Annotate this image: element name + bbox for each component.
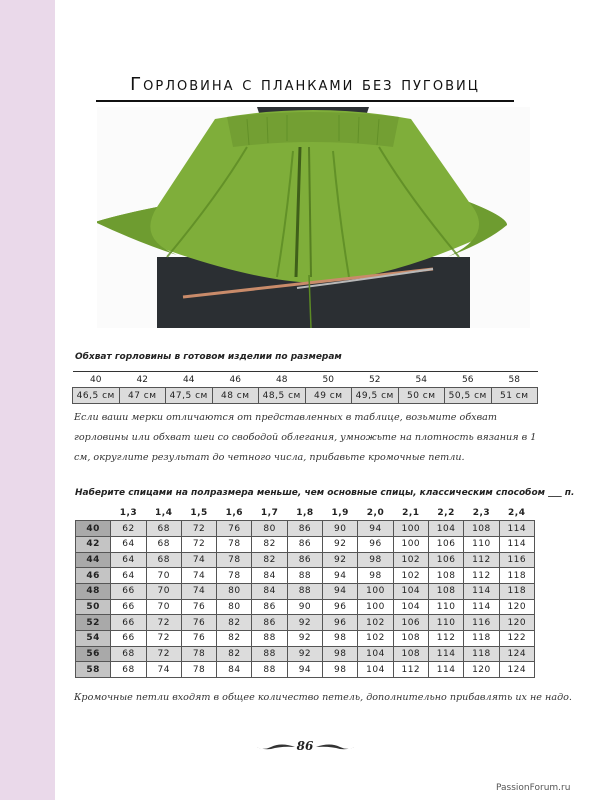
stitch-count-cell: 114 (428, 646, 463, 662)
table-row (76, 521, 535, 537)
stitch-count-cell: 84 (252, 568, 287, 584)
size-label-cell: 42 (76, 536, 111, 552)
stitch-count-cell: 70 (146, 568, 181, 584)
density-header-cell: 1,6 (217, 505, 252, 521)
stitch-count-cell: 62 (111, 521, 146, 537)
stitch-count-cell: 120 (464, 662, 499, 678)
stitch-count-cell: 94 (323, 583, 358, 599)
stitch-count-cell: 78 (217, 536, 252, 552)
stitch-count-cell: 92 (287, 646, 322, 662)
stitch-count-cell: 80 (217, 599, 252, 615)
stitch-count-cell: 100 (393, 521, 428, 537)
stitch-count-cell: 98 (323, 646, 358, 662)
stitch-count-cell: 72 (146, 631, 181, 647)
stitch-count-cell: 64 (111, 552, 146, 568)
circumference-cell: 50,5 см (445, 388, 492, 404)
stitch-count-cell: 80 (217, 583, 252, 599)
table-row (76, 615, 535, 631)
stitch-count-cell: 118 (499, 583, 534, 599)
stitch-count-cell: 68 (146, 521, 181, 537)
density-header-cell: 1,8 (287, 505, 322, 521)
circumference-row (73, 388, 538, 404)
density-header-cell: 2,3 (464, 505, 499, 521)
circumference-cell: 50 см (398, 388, 445, 404)
stitch-count-cell: 72 (181, 521, 216, 537)
stitch-count-cell: 72 (181, 536, 216, 552)
stitch-count-cell: 88 (287, 568, 322, 584)
stitch-count-cell: 108 (428, 583, 463, 599)
stitch-table-heading: Наберите спицами на полразмера меньше, чем основные спицы, классическим способом ___ п. (75, 488, 575, 498)
stitch-count-cell: 68 (146, 552, 181, 568)
stitch-count-cell: 102 (393, 552, 428, 568)
stitch-count-cell: 96 (323, 599, 358, 615)
stitch-count-cell: 90 (323, 521, 358, 537)
stitch-count-cell: 94 (323, 568, 358, 584)
stitch-count-cell: 120 (499, 599, 534, 615)
density-header-cell: 2,4 (499, 505, 534, 521)
stitch-count-cell: 66 (111, 615, 146, 631)
stitch-count-cell: 82 (217, 615, 252, 631)
density-header-cell: 2,0 (358, 505, 393, 521)
stitch-count-cell: 64 (111, 536, 146, 552)
stitch-count-cell: 88 (287, 583, 322, 599)
stitch-count-cell: 86 (287, 536, 322, 552)
neck-table-heading: Обхват горловины в готовом изделии по размерам (75, 352, 342, 362)
size-cell: 54 (398, 372, 445, 388)
corner-cell (76, 505, 111, 521)
stitch-count-cell: 110 (428, 599, 463, 615)
size-cell: 42 (119, 372, 166, 388)
stitch-count-cell: 66 (111, 583, 146, 599)
stitch-count-cell: 76 (181, 631, 216, 647)
stitch-count-cell: 106 (428, 552, 463, 568)
stitch-count-cell: 76 (217, 521, 252, 537)
cast-on-stitch-table (75, 505, 535, 678)
stitch-count-cell: 112 (464, 568, 499, 584)
size-label-cell: 52 (76, 615, 111, 631)
stitch-count-cell: 86 (287, 552, 322, 568)
stitch-count-cell: 82 (252, 536, 287, 552)
stitch-count-cell: 70 (146, 583, 181, 599)
stitch-count-cell: 76 (181, 615, 216, 631)
stitch-count-cell: 74 (181, 568, 216, 584)
stitch-count-cell: 86 (252, 615, 287, 631)
size-label-cell: 48 (76, 583, 111, 599)
stitch-count-cell: 94 (287, 662, 322, 678)
stitch-count-cell: 102 (358, 615, 393, 631)
stitch-count-cell: 114 (428, 662, 463, 678)
neck-circumference-table (72, 371, 538, 404)
stitch-count-cell: 104 (393, 599, 428, 615)
circumference-cell: 51 см (491, 388, 538, 404)
stitch-count-cell: 72 (146, 646, 181, 662)
size-label-cell: 46 (76, 568, 111, 584)
stitch-count-cell: 88 (252, 662, 287, 678)
stitch-count-cell: 118 (464, 646, 499, 662)
table-row (76, 599, 535, 615)
circumference-cell: 49,5 см (352, 388, 399, 404)
stitch-count-cell: 110 (428, 615, 463, 631)
stitch-count-cell: 88 (252, 646, 287, 662)
size-label-cell: 50 (76, 599, 111, 615)
stitch-count-cell: 102 (393, 568, 428, 584)
size-label-cell: 58 (76, 662, 111, 678)
stitch-count-cell: 112 (393, 662, 428, 678)
stitch-count-cell: 78 (181, 646, 216, 662)
stitch-count-cell: 74 (181, 583, 216, 599)
stitch-count-cell: 92 (323, 536, 358, 552)
circumference-cell: 46,5 см (73, 388, 120, 404)
stitch-count-cell: 124 (499, 662, 534, 678)
watermark: PassionForum.ru (496, 783, 571, 793)
page-title: Горловина с планками без пуговиц (130, 74, 480, 95)
stitch-count-cell: 102 (358, 631, 393, 647)
size-label-cell: 54 (76, 631, 111, 647)
stitch-count-cell: 98 (323, 662, 358, 678)
size-label-cell: 44 (76, 552, 111, 568)
stitch-count-cell: 120 (499, 615, 534, 631)
stitch-count-cell: 104 (428, 521, 463, 537)
stitch-count-cell: 88 (252, 631, 287, 647)
table-row (76, 583, 535, 599)
title-rule (96, 100, 514, 102)
stitch-count-cell: 108 (393, 631, 428, 647)
stitch-count-cell: 104 (358, 662, 393, 678)
stitch-count-cell: 66 (111, 631, 146, 647)
table-row (76, 631, 535, 647)
size-cell: 56 (445, 372, 492, 388)
stitch-count-cell: 98 (358, 568, 393, 584)
stitch-count-cell: 98 (358, 552, 393, 568)
density-header-row (76, 505, 535, 521)
stitch-count-cell: 78 (181, 662, 216, 678)
stitch-count-cell: 100 (358, 583, 393, 599)
stitch-count-cell: 106 (428, 536, 463, 552)
stitch-count-cell: 66 (111, 599, 146, 615)
stitch-count-cell: 76 (181, 599, 216, 615)
stitch-count-cell: 84 (252, 583, 287, 599)
stitch-count-cell: 80 (252, 521, 287, 537)
stitch-count-cell: 104 (358, 646, 393, 662)
stitch-count-cell: 110 (464, 536, 499, 552)
stitch-count-cell: 84 (217, 662, 252, 678)
stitch-count-cell: 96 (358, 536, 393, 552)
stitch-count-cell: 122 (499, 631, 534, 647)
table-row (76, 646, 535, 662)
knitted-yoke-illustration (97, 107, 530, 328)
stitch-count-cell: 78 (217, 552, 252, 568)
table-row (76, 536, 535, 552)
size-cell: 46 (212, 372, 259, 388)
table-row (76, 568, 535, 584)
stitch-count-cell: 86 (252, 599, 287, 615)
knitted-yoke-photo (97, 107, 530, 328)
stitch-count-cell: 96 (323, 615, 358, 631)
stitch-count-cell: 114 (464, 583, 499, 599)
stitch-count-cell: 100 (393, 536, 428, 552)
density-header-cell: 1,3 (111, 505, 146, 521)
page-number-text: 86 (296, 739, 314, 753)
size-cell: 44 (166, 372, 213, 388)
density-header-cell: 1,5 (181, 505, 216, 521)
stitch-count-cell: 72 (146, 615, 181, 631)
stitch-count-cell: 106 (393, 615, 428, 631)
size-label-cell: 40 (76, 521, 111, 537)
stitch-count-cell: 92 (323, 552, 358, 568)
right-flourish-icon (316, 742, 358, 752)
stitch-count-cell: 104 (393, 583, 428, 599)
size-label-cell: 56 (76, 646, 111, 662)
stitch-count-cell: 118 (499, 568, 534, 584)
stitch-count-cell: 82 (217, 631, 252, 647)
stitch-count-cell: 114 (499, 521, 534, 537)
circumference-cell: 48,5 см (259, 388, 306, 404)
stitch-count-cell: 114 (464, 599, 499, 615)
side-strip (0, 0, 55, 800)
stitch-count-cell: 92 (287, 615, 322, 631)
stitch-count-cell: 100 (358, 599, 393, 615)
stitch-count-cell: 68 (111, 646, 146, 662)
stitch-count-cell: 78 (217, 568, 252, 584)
stitch-count-cell: 82 (217, 646, 252, 662)
stitch-count-cell: 108 (393, 646, 428, 662)
stitch-count-cell: 114 (499, 536, 534, 552)
table-row (76, 662, 535, 678)
stitch-count-cell: 94 (358, 521, 393, 537)
stitch-count-cell: 64 (111, 568, 146, 584)
size-cell: 58 (491, 372, 538, 388)
stitch-count-cell: 118 (464, 631, 499, 647)
size-cell: 50 (305, 372, 352, 388)
stitch-count-cell: 82 (252, 552, 287, 568)
density-header-cell: 1,4 (146, 505, 181, 521)
size-cell: 52 (352, 372, 399, 388)
circumference-cell: 47,5 см (166, 388, 213, 404)
circumference-cell: 47 см (119, 388, 166, 404)
stitch-count-cell: 108 (428, 568, 463, 584)
stitch-count-cell: 92 (287, 631, 322, 647)
size-cell: 48 (259, 372, 306, 388)
density-header-cell: 2,2 (428, 505, 463, 521)
density-header-cell: 1,9 (323, 505, 358, 521)
size-cell: 40 (73, 372, 120, 388)
instructions-paragraph: Если ваши мерки отличаются от представленных в таблице, возьмите обхват горловины или обхват шеи со свободой облегания, умножьте на плотность вязания в 1 см, округлите результат до четного числа, прибавьте кромочные петли. (74, 412, 537, 463)
stitch-count-cell: 124 (499, 646, 534, 662)
circumference-cell: 49 см (305, 388, 352, 404)
stitch-count-cell: 116 (499, 552, 534, 568)
size-row (73, 372, 538, 388)
table-row (76, 552, 535, 568)
stitch-count-cell: 68 (111, 662, 146, 678)
stitch-count-cell: 68 (146, 536, 181, 552)
stitch-count-cell: 112 (428, 631, 463, 647)
selvedge-note: Кромочные петли входят в общее количество петель, дополнительно прибавлять их не надо. (74, 692, 572, 703)
density-header-cell: 2,1 (393, 505, 428, 521)
stitch-count-cell: 116 (464, 615, 499, 631)
stitch-count-cell: 74 (146, 662, 181, 678)
stitch-count-cell: 74 (181, 552, 216, 568)
stitch-count-cell: 108 (464, 521, 499, 537)
density-header-cell: 1,7 (252, 505, 287, 521)
stitch-count-cell: 90 (287, 599, 322, 615)
stitch-count-cell: 86 (287, 521, 322, 537)
stitch-count-cell: 112 (464, 552, 499, 568)
stitch-count-cell: 70 (146, 599, 181, 615)
circumference-cell: 48 см (212, 388, 259, 404)
stitch-count-cell: 98 (323, 631, 358, 647)
